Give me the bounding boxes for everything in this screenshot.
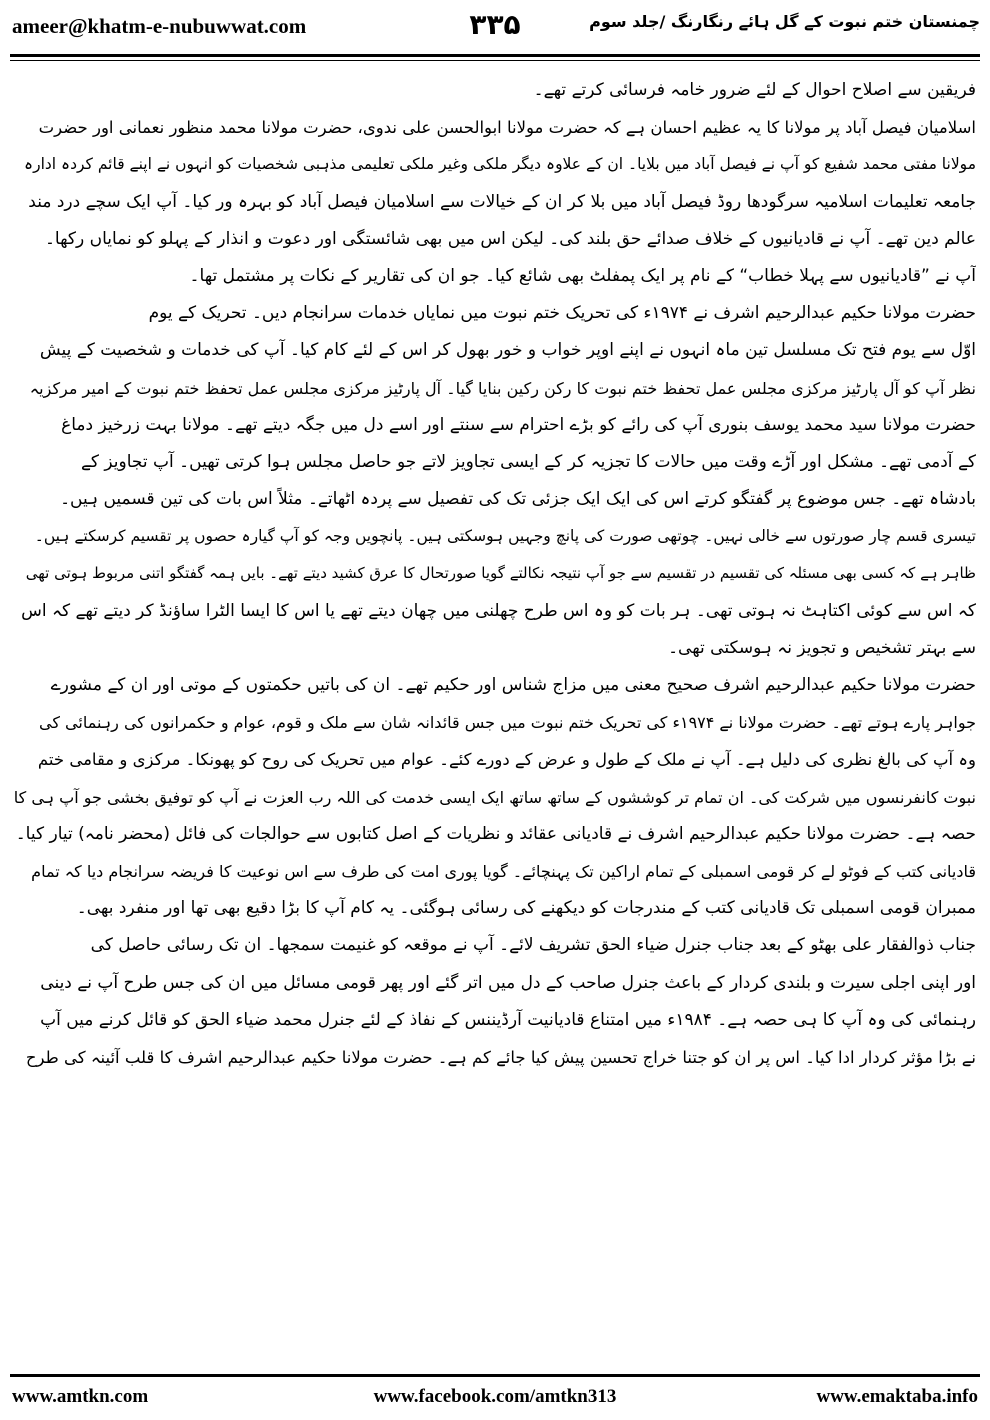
page-body [14, 72, 976, 1372]
text-line: سے بہتر تشخیص و تجویز نہ ہوسکتی تھی۔ [668, 637, 976, 658]
text-line: رہنمائی کی وہ آپ کا ہی حصہ ہے۔ ۱۹۸۴ء میں امتناع قادیانیت آرڈیننس کے نفاذ کے لئے جنرل محمد ضیاء الحق کو قائل کرنے میں آپ [40, 1009, 976, 1030]
text-line: جناب ذوالفقار علی بھٹو کے بعد جناب جنرل ضیاء الحق تشریف لائے۔ آپ نے موقعہ کو غنیمت سمجھا۔ ان تک رسائی حاصل کی [90, 935, 976, 956]
text-line: نے بڑا مؤثر کردار ادا کیا۔ اس پر ان کو جتنا خراج تحسین پیش کیا جائے کم ہے۔ حضرت مولانا حکیم عبدالرحیم اشرف کا قلب آئینہ کی طرح [25, 1047, 976, 1067]
text-line: وہ آپ کی بالغ نظری کی دلیل ہے۔ آپ نے ملک کے طول و عرض کے دورے کئے۔ عوام میں تحریک کی روح کو پھونکا۔ مرکزی و مقامی ختم [37, 750, 976, 770]
text-line: نبوت کانفرنسوں میں شرکت کی۔ ان تمام تر کوششوں کے ساتھ ساتھ ایک ایسی خدمت کی اللہ رب العزت نے آپ کو توفیق بخشی جو آپ ہی کا [14, 787, 976, 807]
text-line: تیسری قسم چار صورتوں سے خالی نہیں۔ چوتھی صورت کی پانچ وجہیں ہوسکتی ہیں۔ پانچویں وجہ کو آپ گیارہ حصوں پر تقسیم کرسکتے ہیں۔ [34, 527, 976, 546]
footer-link-amtkn[interactable]: www.amtkn.com [12, 1386, 149, 1407]
text-line: جواہر پارے ہوتے تھے۔ حضرت مولانا نے ۱۹۷۴ء کی تحریک ختم نبوت میں جس قائدانہ شان سے ملک و قوم، عوام و حکمرانوں کی رہنمائی کی [39, 713, 976, 733]
text-line: حضرت مولانا حکیم عبدالرحیم اشرف نے ۱۹۷۴ء کی تحریک ختم نبوت میں نمایاں خدمات سرانجام دیں۔ تحریک کے یوم [148, 303, 976, 324]
page-header [0, 0, 990, 58]
text-line: نظر آپ کو آل پارٹیز مرکزی مجلس عمل تحفظ ختم نبوت کا رکن رکین بنایا گیا۔ آل پارٹیز مرکزی مجلس عمل تحفظ ختم نبوت کے امیر مرکزیہ [29, 378, 976, 398]
text-line: قادیانی کتب کے فوٹو لے کر قومی اسمبلی کے تمام اراکین تک پہنچائے۔ گویا پوری امت کی طرف سے اس نوعیت کا فریضہ سرانجام دیا کہ تمام [31, 861, 976, 881]
text-line: حضرت مولانا سید محمد یوسف بنوری آپ کی رائے کو بڑے احترام سے سنتے اور اسے دل میں جگہ دیتے تھے۔ مولانا بہت زرخیز دماغ [61, 414, 976, 435]
header-rule [10, 54, 980, 57]
text-line: اسلامیان فیصل آباد پر مولانا کا یہ عظیم احسان ہے کہ حضرت مولانا ابوالحسن علی ندوی، حضرت مولانا محمد منظور نعمانی اور حضرت [38, 118, 976, 138]
text-line: حصہ ہے۔ حضرت مولانا حکیم عبدالرحیم اشرف نے قادیانی عقائد و نظریات کے اصل کتابوں سے حوالجات کی فائل (محضر نامہ) تیار کیا۔ [15, 823, 976, 844]
text-line: جامعہ تعلیمات اسلامیہ سرگودھا روڈ فیصل آباد میں بلا کر ان کے خیالات سے اسلامیان فیصل آباد کو بہرہ ور کیا۔ آپ ایک سچے درد مند [28, 191, 976, 212]
text-line: کے آدمی تھے۔ مشکل اور آڑے وقت میں حالات کا تجزیہ کر کے ایسی تجاویز لاتے جو حاصل مجلس ہوا کرتی تھیں۔ آپ تجاویز کے [80, 451, 976, 472]
text-line: آپ نے ”قادیانیوں سے پہلا خطاب“ کے نام پر ایک پمفلٹ بھی شائع کیا۔ جو ان کی تقاریر کے نکات پر مشتمل تھا۔ [189, 265, 976, 286]
text-line: مولانا مفتی محمد شفیع کو آپ نے فیصل آباد میں بلایا۔ ان کے علاوہ دیگر ملکی وغیر ملکی تعلیمی مذہبی شخصیات کو انہوں نے اپنے قائم کردہ ادارہ [24, 155, 976, 174]
page-number: ۳۳۵ [469, 8, 521, 41]
page-footer [0, 1380, 990, 1416]
header-rule-thin [10, 60, 980, 61]
header-email: ameer@khatm-e-nubuwwat.com [12, 14, 307, 38]
text-line: ظاہر ہے کہ کسی بھی مسئلہ کی تقسیم در تقسیم سے جو آپ نتیجہ نکالتے گویا صورتحال کا عرق کشید دیتے تھے۔ بایں ہمہ گفتگو اتنی مربوط ہوتی تھی [25, 564, 976, 583]
text-line: اوّل سے یوم فتح تک مسلسل تین ماہ انہوں نے اپنے اوپر خواب و خور بھول کر اس کے لئے کام کیا۔ آپ کی خدمات و شخصیت کے پیش [39, 340, 976, 361]
footer-link-emaktaba[interactable]: www.emaktaba.info [816, 1386, 978, 1407]
text-line: بادشاہ تھے۔ جس موضوع پر گفتگو کرتے اس کی ایک ایک جزئی تک کی تفصیل سے پردہ اٹھاتے۔ مثلاً اس بات کی تین قسمیں ہیں۔ [60, 489, 976, 510]
text-line: حضرت مولانا حکیم عبدالرحیم اشرف صحیح معنی میں مزاج شناس اور حکیم تھے۔ ان کی باتیں حکمتوں کے موتی اور ان کے مشورے [50, 675, 976, 695]
text-line: فریقین سے اصلاح احوال کے لئے ضرور خامہ فرسائی کرتے تھے۔ [533, 80, 976, 100]
text-line: عالم دین تھے۔ آپ نے قادیانیوں کے خلاف صدائے حق بلند کی۔ لیکن اس میں بھی شائستگی اور دعوت و انذار کے پہلو کو نمایاں رکھا۔ [44, 228, 976, 249]
footer-link-facebook[interactable]: www.facebook.com/amtkn313 [373, 1386, 617, 1407]
text-line: کہ اس سے کوئی اکتاہٹ نہ ہوتی تھی۔ ہر بات کو وہ اس طرح چھلنی میں چھان دیتے تھے یا اس کا ایسا الٹرا ساؤنڈ کر دیتے تھے کہ اس [21, 600, 976, 621]
text-line: اور اپنی اجلی سیرت و بلندی کردار کے باعث جنرل صاحب کے دل میں اتر گئے اور پھر قومی مسائل میں ان کی جس طرح آپ نے دینی [40, 972, 976, 993]
book-title: چمنستان ختم نبوت کے گل ہائے رنگارنگ /جلد سوم [589, 12, 980, 31]
text-line: ممبران قومی اسمبلی تک قادیانی کتب کے مندرجات کو دیکھنے کی رسائی ہوگئی۔ یہ کام آپ کا بڑا دقیع بھی تھا اور منفرد بھی۔ [76, 898, 976, 919]
footer-rule [10, 1374, 980, 1377]
